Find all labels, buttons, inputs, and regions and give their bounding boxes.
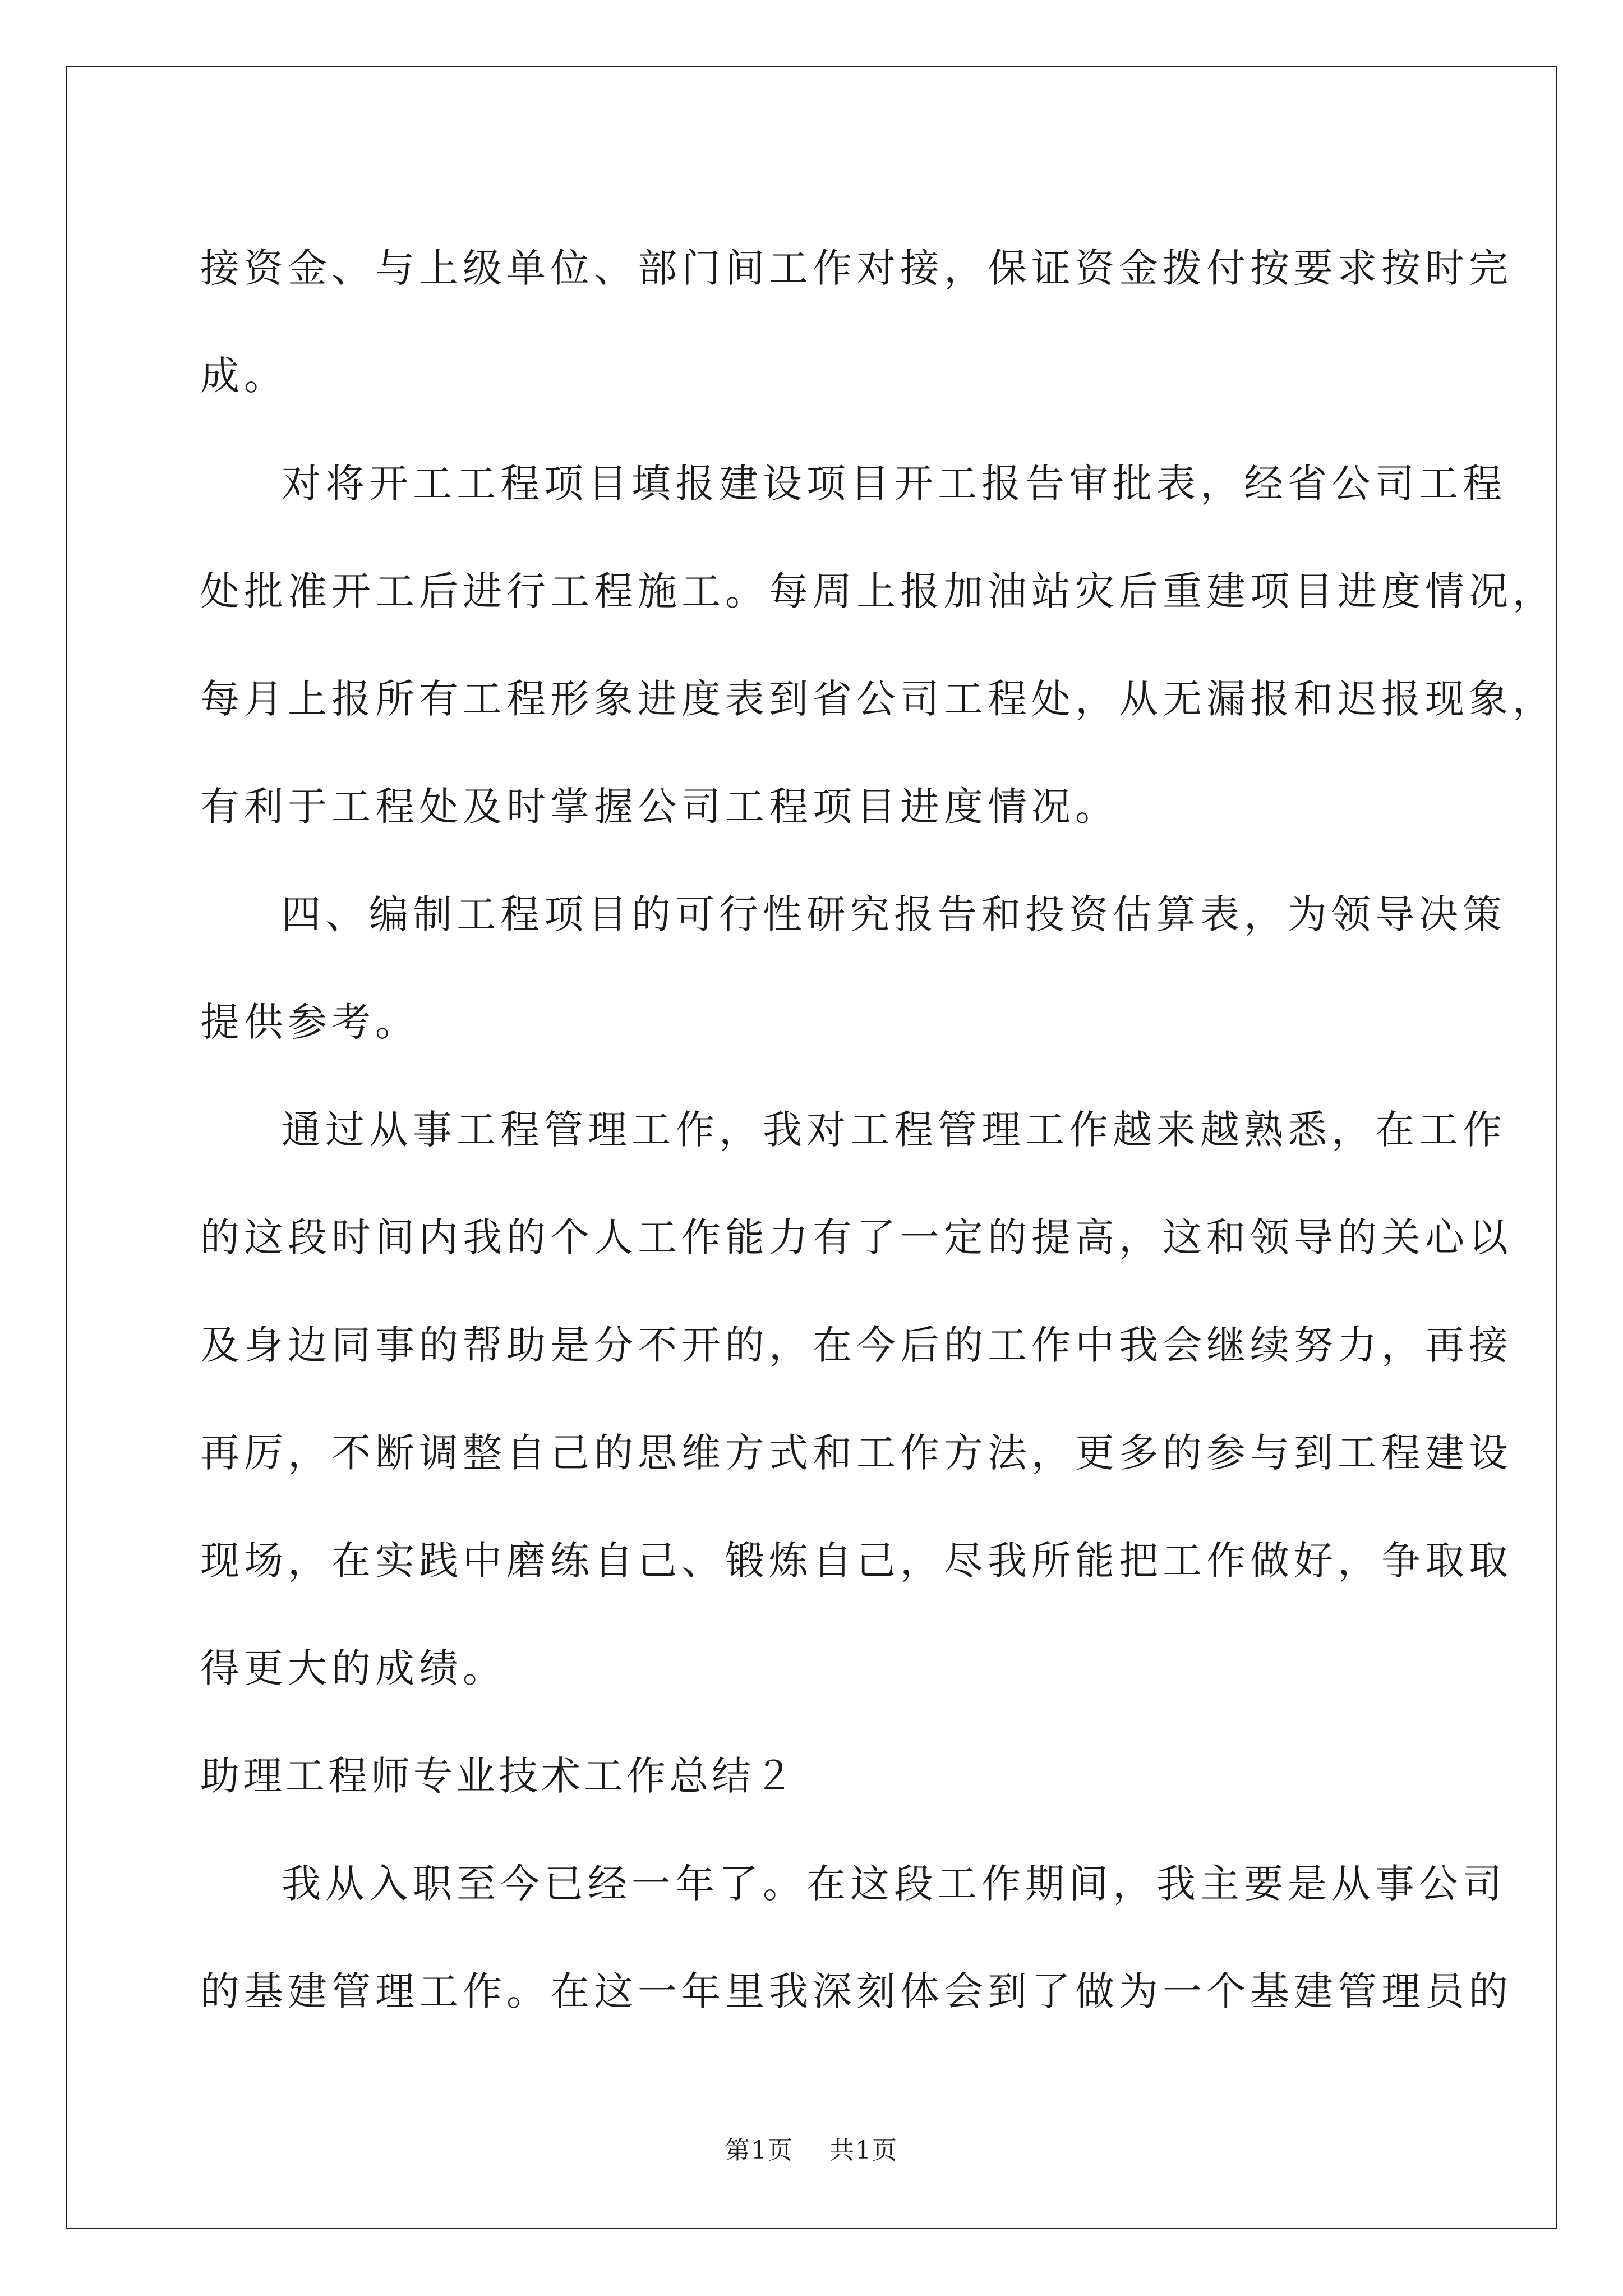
- total-pages: 共1页: [829, 2136, 898, 2165]
- text-line: 对将开工工程项目填报建设项目开工报告审批表，经省公司工程: [282, 460, 1506, 507]
- text-line: 现场，在实践中磨练自己、锻炼自己，尽我所能把工作做好，争取取: [200, 1537, 1513, 1584]
- text-line: 接资金、与上级单位、部门间工作对接，保证资金拨付按要求按时完: [200, 245, 1513, 291]
- text-line: 提供参考。: [200, 999, 419, 1045]
- text-line: 再厉，不断调整自己的思维方式和工作方法，更多的参与到工程建设: [200, 1429, 1513, 1476]
- document-body: [200, 211, 1556, 2042]
- page-number: 第1页: [725, 2136, 794, 2165]
- text-line: 及身边同事的帮助是分不开的，在今后的工作中我会继续努力，再接: [200, 1322, 1513, 1368]
- text-line: 我从入职至今已经一年了。在这段工作期间，我主要是从事公司: [282, 1860, 1506, 1907]
- text-line: 成。: [200, 352, 288, 399]
- text-line: 有利于工程处及时掌握公司工程项目进度情况。: [200, 783, 1119, 830]
- text-line: 四、编制工程项目的可行性研究报告和投资估算表，为领导决策: [282, 891, 1506, 937]
- page-footer: [0, 2130, 1623, 2166]
- text-line: 每月上报所有工程形象进度表到省公司工程处，从无漏报和迟报现象，: [200, 675, 1556, 722]
- text-line: 通过从事工程管理工作，我对工程管理工作越来越熟悉，在工作: [282, 1106, 1506, 1153]
- section-heading: 助理工程师专业技术工作总结２: [200, 1752, 797, 1799]
- text-line: 得更大的成绩。: [200, 1645, 506, 1691]
- text-line: 的这段时间内我的个人工作能力有了一定的提高，这和领导的关心以: [200, 1214, 1513, 1260]
- text-line: 处批准开工后进行工程施工。每周上报加油站灾后重建项目进度情况，: [200, 568, 1556, 614]
- text-line: 的基建管理工作。在这一年里我深刻体会到了做为一个基建管理员的: [200, 1968, 1513, 2014]
